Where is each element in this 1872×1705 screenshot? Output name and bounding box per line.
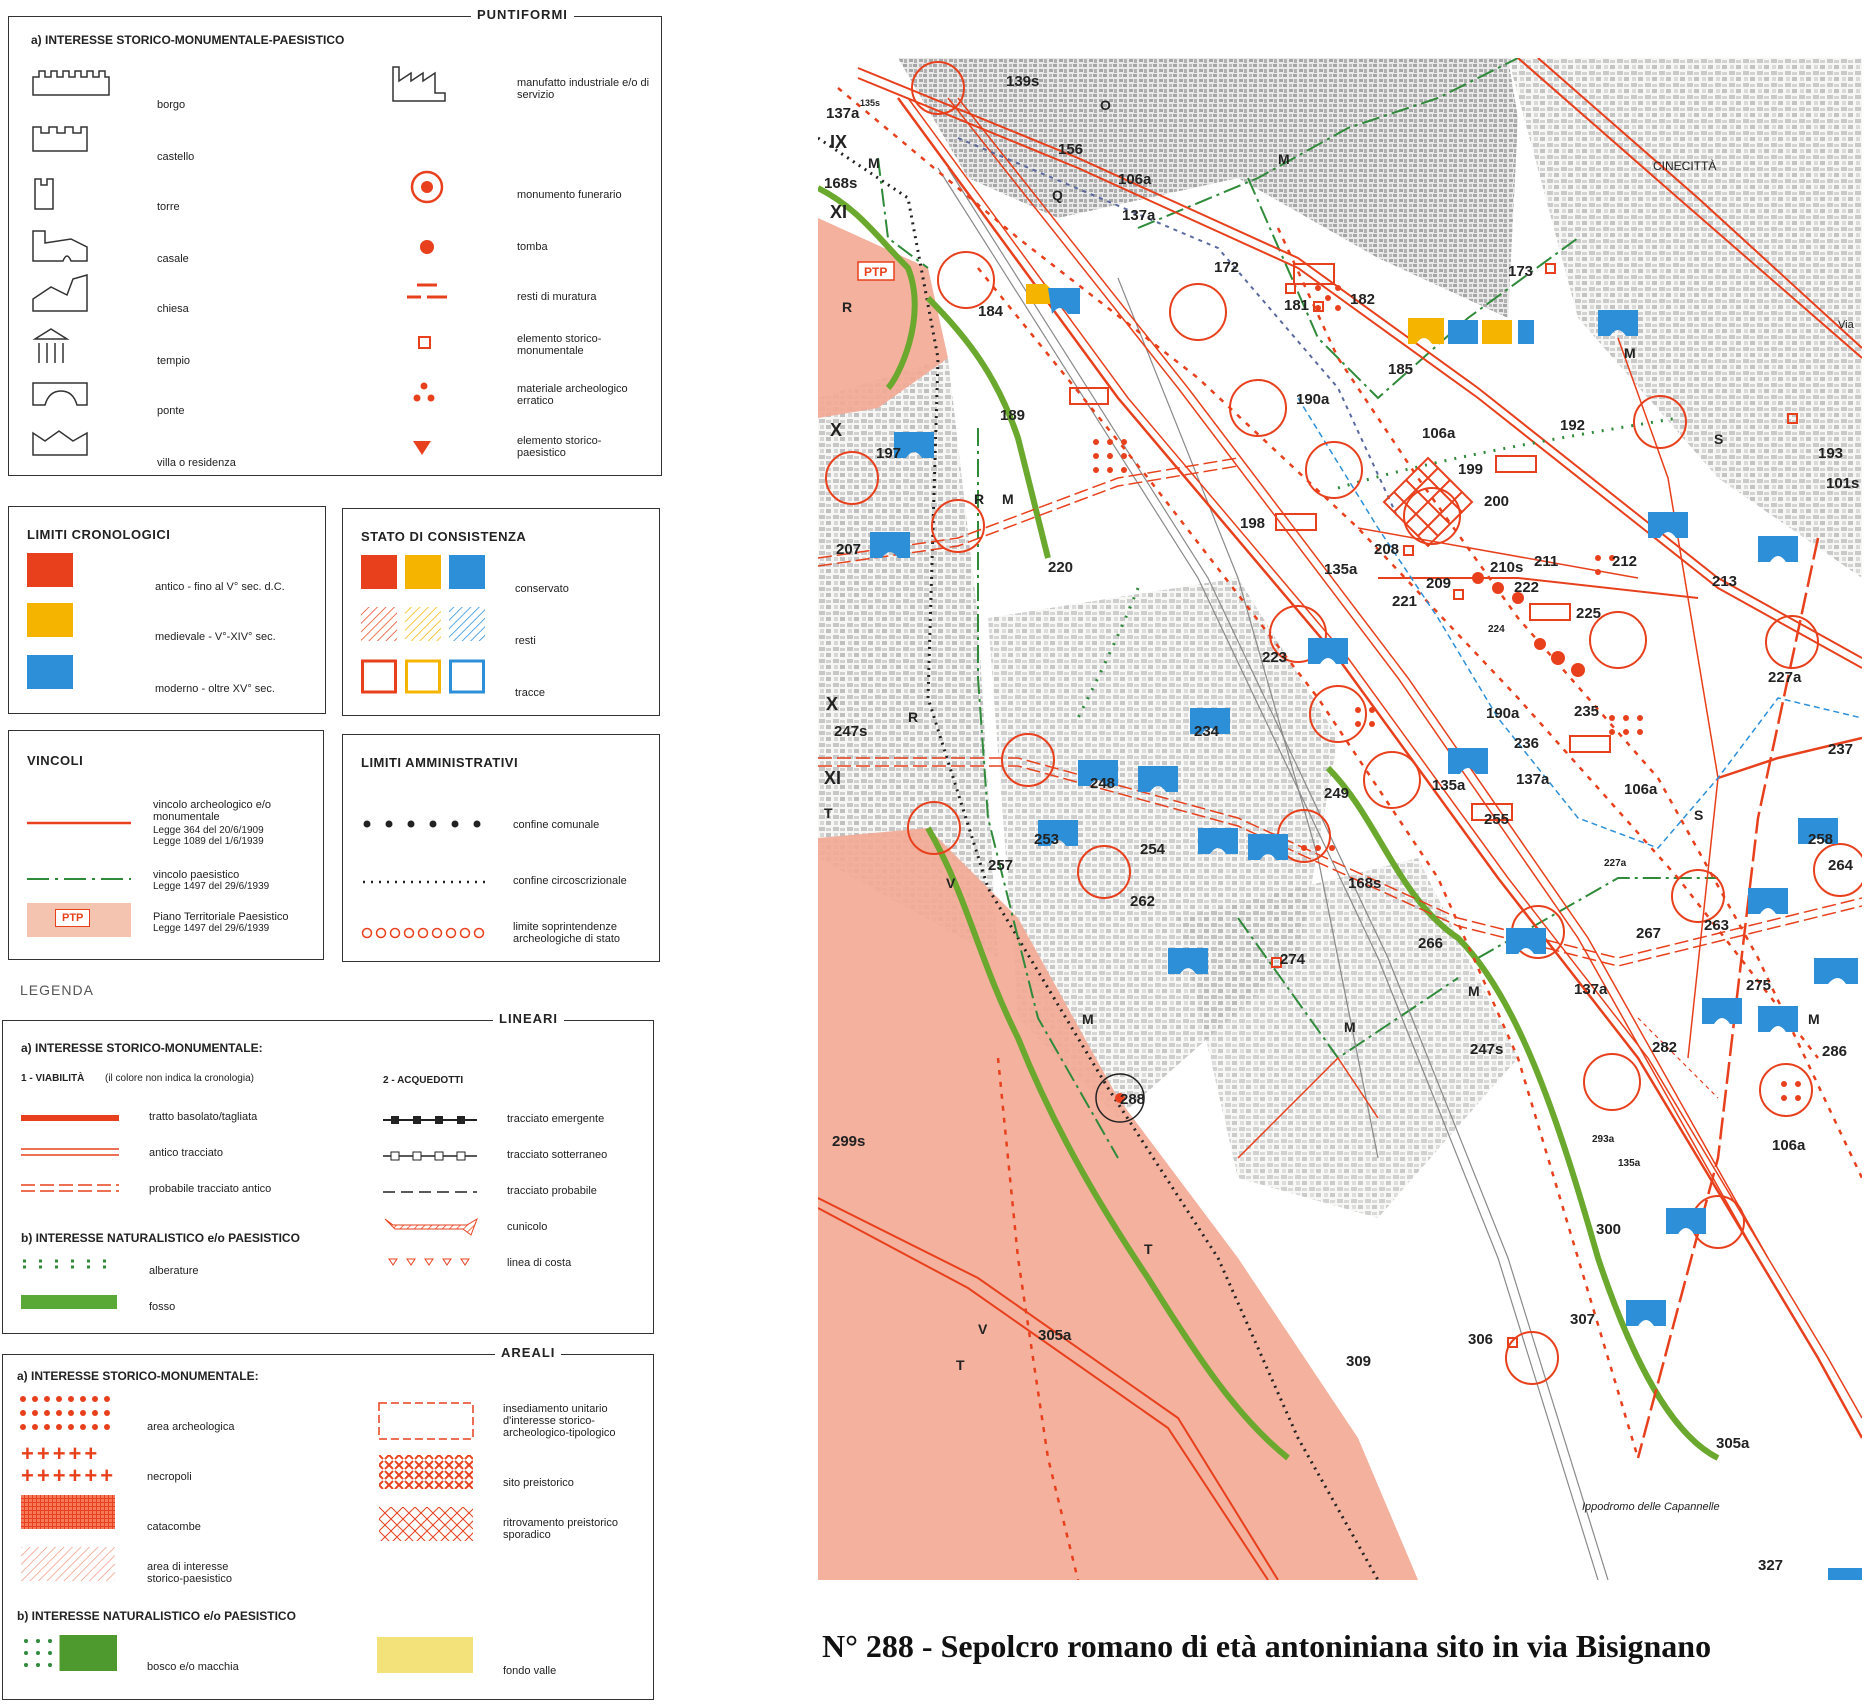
legend-areali-panel — [2, 1345, 654, 1700]
map-label-247s-2: 247s — [1470, 1041, 1504, 1058]
map-label-cinecitta: CINECITTÀ — [1653, 159, 1717, 173]
legend-item-sito-preistorico: sito preistorico — [503, 1477, 574, 1489]
map-label-156: 156 — [1058, 141, 1084, 158]
map-label-173: 173 — [1508, 263, 1534, 280]
ptp-badge: PTP — [55, 909, 90, 927]
sito-preistorico-swatch — [379, 1455, 475, 1491]
ptp-law: Legge 1497 del 29/6/1939 — [153, 923, 270, 934]
map-label-106a-3: 106a — [1624, 781, 1658, 798]
legend-limiti-cronologici-panel — [8, 506, 326, 714]
map-label-106a-2: 106a — [1422, 425, 1456, 442]
map-label-197: 197 — [876, 445, 902, 462]
map-label-M4: M — [1002, 491, 1014, 507]
lineari-subtitle: a) INTERESSE STORICO-MONUMENTALE: — [21, 1041, 263, 1055]
map-canvas — [818, 58, 1862, 1580]
map-label-305a: 305a — [1038, 1327, 1072, 1344]
confine-comunale-line — [363, 819, 483, 829]
color-swatch-antico — [27, 553, 73, 587]
map-label-207: 207 — [836, 541, 862, 558]
map-label-227a: 227a — [1768, 669, 1802, 686]
areali-naturalistico-title: b) INTERESSE NATURALISTICO e/o PAESISTICO — [17, 1609, 296, 1623]
legend-stato-consistenza-panel — [342, 508, 660, 716]
limiti-amministrativi-title: LIMITI AMMINISTRATIVI — [361, 755, 519, 770]
map-label-R2: R — [974, 491, 985, 507]
map-label-293a: 293a — [1592, 1134, 1615, 1145]
legend-item-tempio: tempio — [157, 355, 191, 367]
ptp-badge-text: PTP — [864, 265, 888, 279]
map-label-137a-4: 137a — [1574, 981, 1608, 998]
tracciato-probabile-line — [383, 1189, 479, 1195]
legend-item-tracciato-emergente: tracciato emergente — [507, 1113, 605, 1125]
tracciato-emergente-line — [383, 1115, 479, 1125]
map-label-Q: Q — [1052, 187, 1063, 203]
map-label-249: 249 — [1324, 785, 1350, 802]
map-label-168s-2: 168s — [1348, 875, 1382, 892]
legend-item-moderno: moderno - oltre XV° sec. — [155, 683, 275, 695]
map-label-309: 309 — [1346, 1353, 1372, 1370]
map-label-137a-3: 137a — [1516, 771, 1550, 788]
legend-item-cunicolo: cunicolo — [507, 1221, 548, 1233]
castello-icon — [31, 123, 91, 153]
map-label-288: 288 — [1120, 1091, 1146, 1108]
vincolo-archeologico-law2: Legge 1089 del 1/6/1939 — [153, 836, 264, 847]
map-label-X2: X — [826, 694, 839, 714]
legend-item-ritrovamento-preistorico: ritrovamento preistorico sporadico — [503, 1517, 618, 1541]
map-label-199: 199 — [1458, 461, 1484, 478]
legend-item-insediamento-unitario: insediamento unitario d'interesse storico-archeologico-tipologico — [503, 1403, 616, 1439]
manufatto-industriale-icon — [391, 63, 447, 103]
legend-item-villa: villa o residenza — [157, 457, 236, 469]
legend-item-area-storico-paesistico: area di interesse storico-paesistico — [147, 1561, 232, 1585]
map-label-172: 172 — [1214, 259, 1240, 276]
torre-icon — [31, 175, 61, 211]
bosco-dots — [21, 1635, 61, 1671]
legend-item-tracciato-sotterraneo: tracciato sotterraneo — [507, 1149, 608, 1161]
color-swatch-medievale — [27, 603, 73, 637]
stato-consistenza-title: STATO DI CONSISTENZA — [361, 529, 527, 544]
map-label-ippodromo: Ippodromo delle Capannelle — [1582, 1501, 1720, 1513]
map-label-210s: 210s — [1490, 559, 1524, 576]
legend-item-torre: torre — [157, 201, 180, 213]
map-label-198: 198 — [1240, 515, 1266, 532]
map-label-211: 211 — [1534, 553, 1559, 570]
map-label-222: 222 — [1514, 579, 1540, 596]
tempio-icon — [31, 325, 71, 365]
ritrovamento-preistorico-swatch — [379, 1507, 475, 1543]
map-label-274: 274 — [1280, 951, 1306, 968]
map-label-224: 224 — [1488, 624, 1505, 635]
elemento-storico-paesistico-icon — [411, 439, 433, 457]
map-label-299s: 299s — [832, 1133, 866, 1150]
materiale-archeologico-icon — [409, 381, 439, 405]
vincolo-paesistico-line — [27, 875, 133, 883]
map-label-305a-2: 305a — [1716, 1435, 1750, 1452]
map-label-192: 192 — [1560, 417, 1586, 434]
casale-icon — [31, 227, 91, 263]
legend-item-vincolo-paesistico: vincolo paesistico — [153, 869, 240, 881]
legenda-label: LEGENDA — [20, 982, 94, 998]
map-label-M8: M — [1808, 1011, 1820, 1027]
lineari-title: LINEARI — [493, 1011, 564, 1026]
legend-item-casale: casale — [157, 253, 189, 265]
legend-item-castello: castello — [157, 151, 195, 163]
map-label-182: 182 — [1350, 291, 1376, 308]
monumento-funerario-icon — [409, 169, 445, 205]
legend-item-chiesa: chiesa — [157, 303, 189, 315]
legend-item-tracciato-probabile: tracciato probabile — [507, 1185, 597, 1197]
legend-item-antico: antico - fino al V° sec. d.C. — [155, 581, 285, 593]
map-label-V1: V — [946, 875, 956, 891]
legend-item-borgo: borgo — [157, 99, 186, 111]
archaeological-map[interactable] — [818, 58, 1862, 1580]
linea-di-costa-line — [387, 1257, 477, 1267]
legend-item-probabile-tracciato: probabile tracciato antico — [149, 1183, 272, 1195]
map-label-139s: 139s — [1006, 73, 1040, 90]
areali-title: AREALI — [495, 1345, 561, 1360]
map-label-213: 213 — [1712, 573, 1738, 590]
legend-item-medievale: medievale - V°-XIV° sec. — [155, 631, 276, 643]
map-label-223: 223 — [1262, 649, 1288, 666]
catacombe-swatch — [21, 1495, 117, 1531]
legend-item-fondo-valle: fondo valle — [503, 1665, 557, 1677]
legend-item-area-archeologica: area archeologica — [147, 1421, 235, 1433]
legend-item-vincolo-archeologico: vincolo archeologico e/o monumentale — [153, 799, 272, 823]
acquedotti-title: 2 - ACQUEDOTTI — [383, 1075, 464, 1086]
map-label-T3: T — [956, 1357, 965, 1373]
map-label-248: 248 — [1090, 775, 1116, 792]
map-label-135a-2: 135a — [1432, 777, 1466, 794]
borgo-icon — [31, 67, 111, 97]
legend-item-elemento-storico-paesistico: elemento storico-paesistico — [517, 435, 602, 459]
map-label-267: 267 — [1636, 925, 1662, 942]
legend-item-elemento-storico-monumentale: elemento storico-monumentale — [517, 333, 602, 357]
villa-icon — [31, 427, 91, 457]
map-label-106a-4: 106a — [1772, 1137, 1806, 1154]
map-label-T2: T — [1144, 1241, 1153, 1257]
probabile-tracciato-line — [21, 1183, 121, 1193]
map-label-184: 184 — [978, 303, 1004, 320]
color-swatch-moderno — [27, 655, 73, 689]
map-label-254: 254 — [1140, 841, 1166, 858]
map-label-R3: R — [908, 709, 919, 725]
map-label-M2: M — [1278, 151, 1290, 167]
vincolo-archeologico-line — [27, 819, 133, 827]
map-label-XI-2: XI — [824, 768, 842, 788]
legend-puntiformi-panel — [8, 7, 662, 476]
antico-tracciato-line — [21, 1147, 121, 1157]
map-label-236: 236 — [1514, 735, 1540, 752]
map-label-227a-2: 227a — [1604, 858, 1627, 869]
cunicolo-line — [383, 1217, 479, 1237]
legend-item-limite-soprintendenze: limite soprintendenze archeologiche di stato — [513, 921, 621, 945]
vincoli-title: VINCOLI — [27, 753, 84, 768]
map-label-235: 235 — [1574, 703, 1600, 720]
map-label-200: 200 — [1484, 493, 1510, 510]
map-label-137a: 137a — [826, 105, 860, 122]
map-label-via: Via — [1838, 319, 1854, 331]
map-label-XI: XI — [830, 202, 848, 222]
map-label-M5: M — [1468, 983, 1480, 999]
map-label-137a-2: 137a — [1122, 207, 1156, 224]
map-label-189: 189 — [1000, 407, 1026, 424]
chiesa-icon — [31, 273, 91, 313]
map-label-185: 185 — [1388, 361, 1414, 378]
legend-item-linea-di-costa: linea di costa — [507, 1257, 572, 1269]
legend-item-tracce: tracce — [515, 687, 545, 699]
map-label-M1: M — [868, 155, 880, 171]
map-label-220: 220 — [1048, 559, 1074, 576]
map-label-S2: S — [1694, 807, 1704, 823]
stato-consistenza-swatches — [361, 555, 491, 705]
legend-limiti-amministrativi-panel — [342, 734, 660, 962]
limiti-cronologici-title: LIMITI CRONOLOGICI — [27, 527, 171, 542]
alberature-line — [21, 1259, 121, 1269]
map-label-306: 306 — [1468, 1331, 1494, 1348]
area-storico-paesistico-swatch — [21, 1547, 117, 1583]
legend-item-catacombe: catacombe — [147, 1521, 201, 1533]
map-label-X: X — [830, 420, 843, 440]
tomba-icon — [415, 235, 439, 259]
legend-item-necropoli: necropoli — [147, 1471, 192, 1483]
map-label-209: 209 — [1426, 575, 1452, 592]
map-label-286: 286 — [1822, 1043, 1848, 1060]
tratto-basolato-line — [21, 1113, 121, 1123]
necropoli-swatch: +++++ ++++++ — [21, 1441, 117, 1488]
lineari-naturalistico-title: b) INTERESSE NATURALISTICO e/o PAESISTICO — [21, 1231, 300, 1245]
legend-item-confine-comunale: confine comunale — [513, 819, 600, 831]
map-label-V2: V — [978, 1321, 988, 1337]
map-label-258: 258 — [1808, 831, 1834, 848]
resti-muratura-icon — [403, 279, 451, 303]
map-label-300: 300 — [1596, 1221, 1622, 1238]
legend-item-tomba: tomba — [517, 241, 548, 253]
map-label-135s: 135s — [860, 98, 881, 108]
legend-item-ptp: Piano Territoriale Paesistico — [153, 911, 289, 923]
map-label-135a: 135a — [1324, 561, 1358, 578]
map-label-106a: 106a — [1118, 171, 1152, 188]
map-label-181: 181 — [1284, 297, 1310, 314]
map-label-253: 253 — [1034, 831, 1060, 848]
map-label-307: 307 — [1570, 1311, 1596, 1328]
map-label-225: 225 — [1576, 605, 1602, 622]
elemento-storico-monumentale-icon — [417, 335, 433, 351]
map-label-190a: 190a — [1296, 391, 1330, 408]
map-label-237: 237 — [1828, 741, 1854, 758]
legend-item-fosso: fosso — [149, 1301, 176, 1313]
legend-item-manufatto: manufatto industriale e/o di servizio — [517, 77, 650, 101]
legend-item-resti-muratura: resti di muratura — [517, 291, 597, 303]
map-label-168s: 168s — [824, 175, 858, 192]
map-label-255: 255 — [1484, 811, 1510, 828]
legend-item-ponte: ponte — [157, 405, 185, 417]
vincolo-archeologico-law1: Legge 364 del 20/6/1909 — [153, 825, 264, 836]
confine-circoscrizionale-line — [363, 879, 487, 885]
insediamento-unitario-swatch — [377, 1401, 477, 1441]
ponte-icon — [31, 379, 91, 407]
map-label-221: 221 — [1392, 593, 1418, 610]
map-label-282: 282 — [1652, 1039, 1678, 1056]
legend-item-alberature: alberature — [149, 1265, 199, 1277]
map-label-O: O — [1100, 97, 1111, 113]
legend-item-antico-tracciato: antico tracciato — [149, 1147, 223, 1159]
map-label-327: 327 — [1758, 1557, 1784, 1574]
map-label-264: 264 — [1828, 857, 1854, 874]
map-label-208: 208 — [1374, 541, 1400, 558]
map-label-IX: IX — [830, 132, 848, 152]
map-label-M3: M — [1624, 345, 1636, 361]
fosso-swatch — [21, 1295, 117, 1309]
map-caption: N° 288 - Sepolcro romano di età antoniniana sito in via Bisignano — [822, 1628, 1712, 1664]
map-label-T1: T — [824, 805, 833, 821]
map-label-275: 275 — [1746, 977, 1772, 994]
fondo-valle-swatch — [377, 1637, 473, 1673]
puntiformi-subtitle: a) INTERESSE STORICO-MONUMENTALE-PAESISTICO — [31, 33, 345, 47]
legend-item-materiale-archeologico: materiale archeologico erratico — [517, 383, 628, 407]
map-label-190a-2: 190a — [1486, 705, 1520, 722]
legend-item-conservato: conservato — [515, 583, 569, 595]
legend-lineari-panel — [2, 1011, 654, 1334]
legend-vincoli-panel — [8, 730, 324, 960]
vincolo-paesistico-law: Legge 1497 del 29/6/1939 — [153, 881, 270, 892]
map-label-135a-3: 135a — [1618, 1158, 1641, 1169]
map-label-S1: S — [1714, 431, 1724, 447]
viabilita-note: (il colore non indica la cronologia) — [105, 1073, 254, 1084]
map-label-101s: 101s — [1826, 475, 1860, 492]
map-label-M7: M — [1344, 1019, 1356, 1035]
tracciato-sotterraneo-line — [383, 1151, 479, 1161]
viabilita-title: 1 - VIABILITÀ — [21, 1073, 85, 1084]
areali-subtitle: a) INTERESSE STORICO-MONUMENTALE: — [17, 1369, 259, 1383]
map-label-M6: M — [1082, 1011, 1094, 1027]
limite-soprintendenze-line — [361, 927, 487, 939]
map-label-193: 193 — [1818, 445, 1844, 462]
legend-item-bosco: bosco e/o macchia — [147, 1661, 239, 1673]
legend-item-tratto-basolato: tratto basolato/tagliata — [149, 1111, 258, 1123]
map-label-234: 234 — [1194, 723, 1220, 740]
legend-item-confine-circoscrizionale: confine circoscrizionale — [513, 875, 627, 887]
map-label-262: 262 — [1130, 893, 1156, 910]
map-label-257: 257 — [988, 857, 1014, 874]
map-label-212: 212 — [1612, 553, 1638, 570]
map-label-R1: R — [842, 299, 853, 315]
legend-item-monumento-funerario: monumento funerario — [517, 189, 622, 201]
puntiformi-title: PUNTIFORMI — [471, 7, 574, 22]
map-label-263: 263 — [1704, 917, 1730, 934]
map-label-247s: 247s — [834, 723, 868, 740]
map-label-266: 266 — [1418, 935, 1444, 952]
legend-item-resti: resti — [515, 635, 536, 647]
area-archeologica-swatch — [19, 1395, 119, 1441]
